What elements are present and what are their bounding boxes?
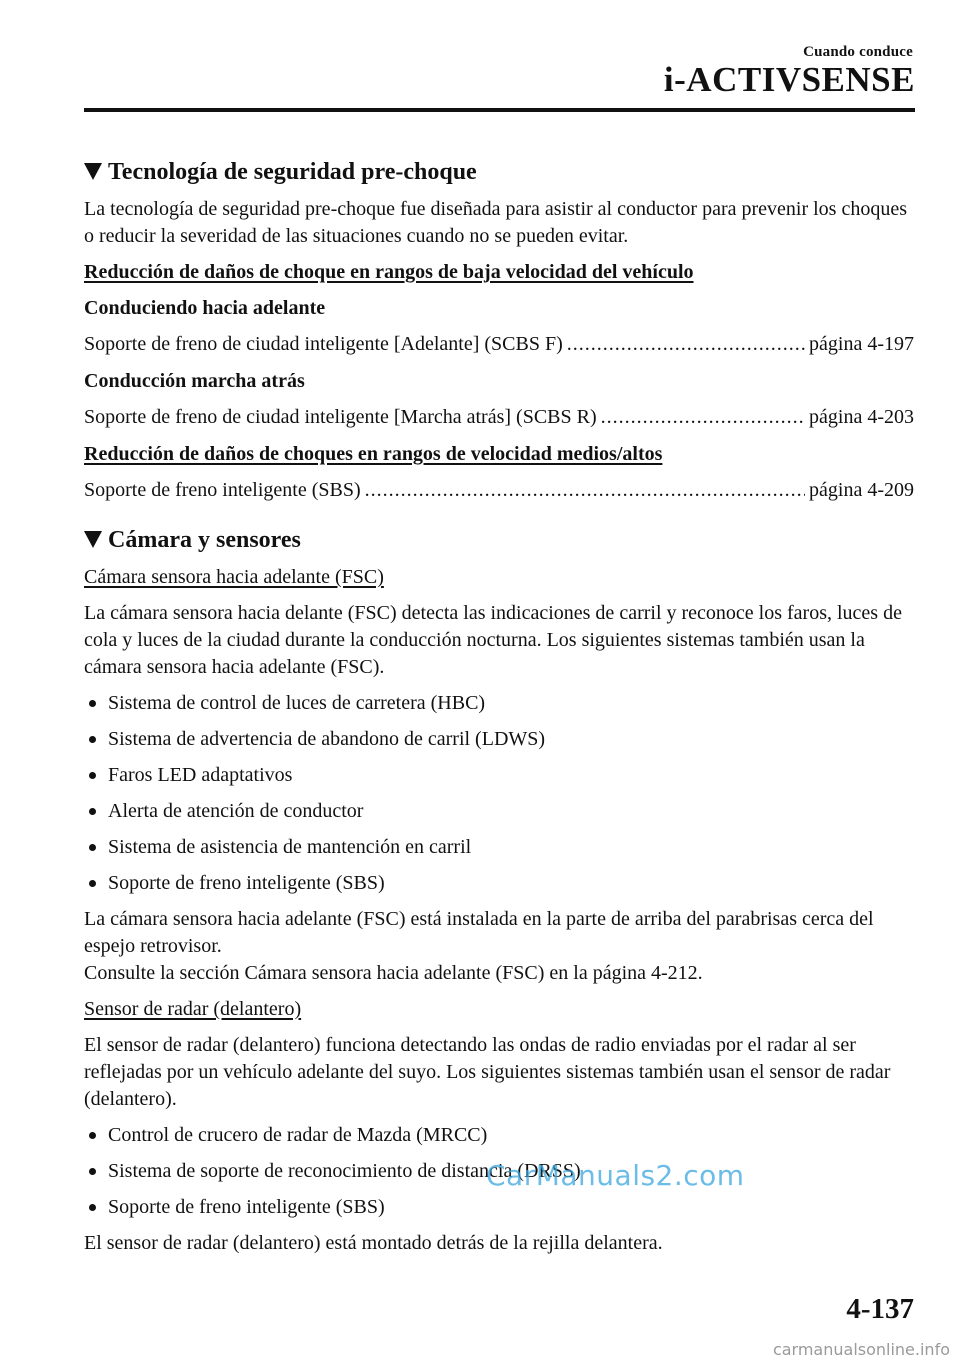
watermark-logo: CarManuals2.com <box>486 1159 745 1192</box>
leader-dots <box>365 477 805 504</box>
forward-heading: Conduciendo hacia adelante <box>84 297 326 319</box>
low-speed-heading: Reducción de daños de choque en rangos de baja velocidad del vehículo <box>84 261 694 283</box>
ref-sbs <box>84 477 914 504</box>
radar-location: El sensor de radar (delantero) está montado detrás de la rejilla delantera. <box>84 1232 663 1254</box>
section-title-text: Cámara y sensores <box>108 527 301 553</box>
reverse-heading: Conducción marcha atrás <box>84 370 305 392</box>
fsc-refer: Consulte la sección Cámara sensora hacia adelante (FSC) en la página 4-212. <box>84 962 703 984</box>
bullet-icon <box>89 1168 96 1175</box>
list-item: Sistema de advertencia de abandono de carril (LDWS) <box>84 726 914 753</box>
ref-scbs-r <box>84 404 914 431</box>
list-item: Alerta de atención de conductor <box>84 798 914 825</box>
ref-label: Soporte de freno de ciudad inteligente [Marcha atrás] (SCBS R) <box>84 406 597 428</box>
section-title-precrash <box>84 156 914 188</box>
list-item: Control de crucero de radar de Mazda (MRCC) <box>84 1122 914 1149</box>
footer-url: carmanualsonline.info <box>772 1340 950 1359</box>
bullet-icon <box>89 844 96 851</box>
mid-high-speed-heading: Reducción de daños de choques en rangos de velocidad medios/altos <box>84 443 663 465</box>
radar-heading: Sensor de radar (delantero) <box>84 998 302 1020</box>
ref-label: Soporte de freno de ciudad inteligente [Adelante] (SCBS F) <box>84 333 563 355</box>
leader-dots <box>601 404 805 431</box>
bullet-icon <box>89 1204 96 1211</box>
bullet-icon <box>89 700 96 707</box>
fsc-location: La cámara sensora hacia adelante (FSC) está instalada en la parte de arriba del parabrisas cerca del espejo retrovisor. <box>84 908 874 957</box>
ref-scbs-f <box>84 331 914 358</box>
leader-dots <box>567 331 805 358</box>
fsc-intro: La cámara sensora hacia delante (FSC) detecta las indicaciones de carril y reconoce los faros, luces de cola y luces de la ciudad durante la conducción nocturna. Los siguientes sistemas también usan la cámara sensora hacia adelante (FSC). <box>84 602 902 678</box>
list-item: Sistema de soporte de reconocimiento de distancia (DRSS) <box>84 1158 914 1185</box>
ref-page-link[interactable]: página 4-197 <box>809 333 914 355</box>
ref-page-link[interactable]: página 4-209 <box>809 479 914 501</box>
radar-intro: El sensor de radar (delantero) funciona detectando las ondas de radio enviadas por el radar al ser reflejadas por un vehículo adelante del suyo. Los siguientes sistemas también usan el sensor de radar (delantero). <box>84 1034 891 1110</box>
fsc-systems-list <box>84 690 914 897</box>
page-content <box>84 156 914 1266</box>
ref-label: Soporte de freno inteligente (SBS) <box>84 479 361 501</box>
list-item: Soporte de freno inteligente (SBS) <box>84 870 914 897</box>
list-item: Soporte de freno inteligente (SBS) <box>84 1194 914 1221</box>
bullet-icon <box>89 1132 96 1139</box>
bullet-icon <box>89 880 96 887</box>
bullet-icon <box>89 736 96 743</box>
section-header: i-ACTIVSENSE <box>663 60 915 99</box>
section-title-camera <box>84 524 914 556</box>
bullet-icon <box>89 808 96 815</box>
fsc-heading: Cámara sensora hacia adelante (FSC) <box>84 566 384 588</box>
chapter-title: Cuando conduce <box>803 44 913 60</box>
header-rule <box>84 108 915 112</box>
page-number: 4-137 <box>846 1293 914 1325</box>
ref-page-link[interactable]: página 4-203 <box>809 406 914 428</box>
list-item: Sistema de asistencia de mantención en carril <box>84 834 914 861</box>
list-item: Sistema de control de luces de carretera (HBC) <box>84 690 914 717</box>
precrash-intro: La tecnología de seguridad pre-choque fue diseñada para asistir al conductor para prevenir los choques o reducir la severidad de las situaciones cuando no se pueden evitar. <box>84 198 907 247</box>
bullet-icon <box>89 772 96 779</box>
triangle-down-icon <box>84 163 102 180</box>
list-item: Faros LED adaptativos <box>84 762 914 789</box>
section-title-text: Tecnología de seguridad pre-choque <box>108 159 477 185</box>
triangle-down-icon <box>84 531 102 548</box>
